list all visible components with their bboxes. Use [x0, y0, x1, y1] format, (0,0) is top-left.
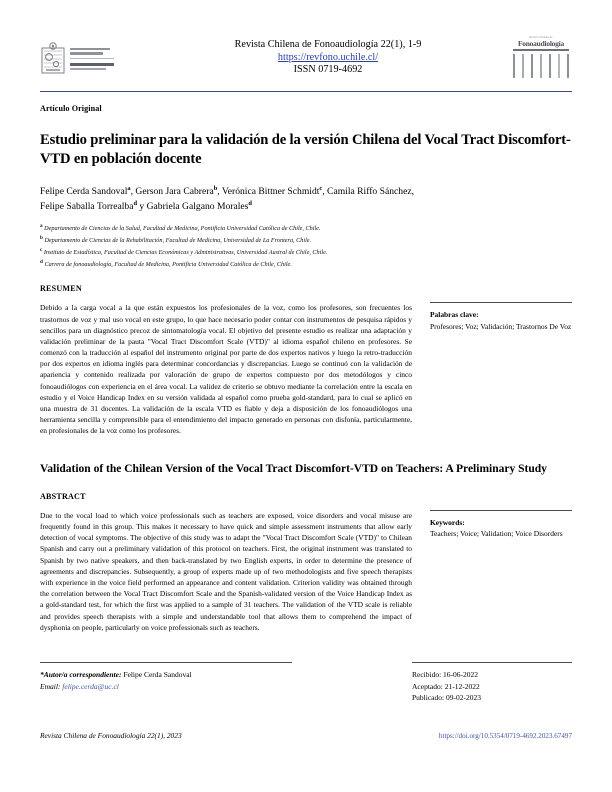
corresponding-author-name: Felipe Cerda Sandoval: [123, 670, 192, 679]
masthead-citation-block: [146, 39, 510, 78]
journal-citation: Revista Chilena de Fonoaudiología 22(1), 1-9: [234, 38, 422, 50]
author-affiliation-marker: d: [248, 199, 252, 207]
affiliation-item: [40, 246, 572, 258]
masthead: [40, 0, 572, 84]
journal-url-link[interactable]: https://revfono.uchile.cl/: [277, 51, 379, 63]
university-crest-icon: [40, 42, 66, 75]
logo-text-line-3: [70, 63, 114, 66]
author-affiliation-marker: a: [127, 184, 131, 192]
author-separator: y: [137, 201, 147, 213]
affiliation-text: Departamento de Ciencias de la Rehabilitación, Facultad de Medicina, Universidad de La Frontera, Chile.: [44, 237, 312, 245]
correspondence-footer: [40, 662, 572, 704]
author-name: Gerson Jara Cabrera: [135, 186, 214, 198]
author-affiliation-marker: b: [213, 184, 218, 192]
affiliation-marker: a: [40, 222, 43, 229]
page-title-english: Validation of the Chilean Version of the Vocal Tract Discomfort-VTD on Teachers: A Preliminary Study: [40, 463, 547, 476]
journal-logo-title: Fonoaudiología: [517, 38, 565, 48]
journal-issn: ISSN 0719-4692: [293, 64, 363, 76]
abstract-text: Due to the vocal load to which voice professionals such as teachers are exposed, voice disorders and vocal misuse are frequently found in this group. This makes it necessary to have quick and simple assessment instruments that allow early detection of vocal symptoms. The objective of this study was to adapt the "Vocal Tract Discomfort Scale (VTD)" to Chilean Spanish and carry out a preliminary validation of this protocol on teachers. First, the original instrument was translated to Spanish by two native speakers, and then back-translated by two English experts, in order to determine the presence of agreements and discrepancies. Subsequently, a group of experts made up of two methodologists and five speech therapists with experience in the voice field performed an appearance and content validation. Criterion validity was obtained through the correlation between the Vocal Tract Discomfort Scale and the Spanish-validated version of the Voice Handicap Index as a gold-standard test, for which the first was applied to a sample of 31 teachers. The validation of the VTD scale is reliable and provides speech therapists with a simple and understandable tool that allows them to comprehend the impact of dysphonia on people, particularly on voice professionals such as teachers.: [40, 510, 412, 632]
author-name: Camila Riffo Sánchez: [327, 186, 412, 198]
date-accepted: Aceptado: 21-12-2022: [412, 681, 480, 691]
corresponding-author-label: *Autor/a correspondiente:: [40, 670, 122, 679]
affiliation-item: [40, 234, 572, 246]
author-affiliation-marker: d: [133, 199, 138, 207]
affiliation-text: Carrera de fonoaudiología, Facultad de Medicina, Pontificia Universidad Católica de Chile, Chile.: [44, 261, 292, 269]
author-name: Felipe Cerda Sandoval: [40, 186, 128, 198]
affiliation-text: Instituto de Estadística, Facultad de Ciencias Económicas y Administrativas, Universidad Austral de Chile, Chile.: [43, 249, 328, 257]
date-received: Recibido: 16-06-2022: [412, 670, 479, 679]
keywords-title: Keywords:: [430, 517, 465, 527]
palabras-clave-title: Palabras clave:: [430, 310, 479, 320]
email-link[interactable]: felipe.cerda@uc.cl: [62, 681, 119, 691]
resumen-heading: RESUMEN: [40, 284, 82, 294]
correspondence-block: [40, 662, 292, 692]
author-name: Verónica Bittner Schmidt: [221, 186, 320, 198]
abstract-section: [40, 492, 572, 633]
page-footer: [40, 731, 572, 740]
dates-block: [412, 662, 572, 704]
journal-logo-top-text: Revista Chilena de: [529, 36, 553, 39]
abstract-heading: ABSTRACT: [40, 491, 86, 501]
author-line-2: [40, 199, 572, 214]
page-title: Estudio preliminar para la validación de la versión Chilena del Vocal Tract Discomfort-VTD en población docente: [40, 132, 571, 167]
logo-divider: [70, 58, 114, 59]
corresponding-author-line: [40, 669, 292, 681]
palabras-clave-box: [430, 302, 572, 332]
affiliation-marker: c: [40, 247, 43, 254]
affiliation-marker: b: [40, 235, 43, 242]
resumen-text: Debido a la carga vocal a la que están expuestos los profesionales de la voz, como los profesores, son frecuentes los trastornos de voz y mal uso vocal en este grupo, lo que hace necesario poder contar con instrumentos de pesquisa rápidos y sencillos para un diagnóstico precoz de sintomatología vocal. El objetivo del presente estudio es realizar una adaptación y validación preliminar de la pauta "Vocal Tract Discomfort Scale (VTD)" al idioma español chileno en profesores. Se comenzó con la traducción al español del instrumento original por parte de dos expertos nativos y luego la retro-traducción por dos expertos en idioma inglés para determinar concordancias y discrepancias. Luego se continuó con la validación de apariencia y contenido realizada por valoración de grupo de expertos compuesto por dos metodólogos y cinco fonoaudiólogos con experiencia en el área vocal. La validez de criterio se obtuvo mediante la correlación entre la escala en estudio y el Voice Handicap Index en su versión validada al español como prueba gold-standard, para lo cual se aplicó en una muestra de 31 docentes. La validación de la escala VTD es fiable y deja a disposición de los fonoaudiólogos una herramienta sencilla y comprensible para el entendimiento del impacto generado en personas con disfonía, particularmente, en profesionales de la voz como los profesores.: [40, 303, 412, 436]
university-logo-text: [70, 46, 114, 70]
author-line-1: [40, 184, 572, 199]
author-list: [40, 184, 572, 214]
logo-text-line-2: [70, 52, 103, 54]
resumen-section: [40, 284, 572, 436]
author-name: Felipe Saballa Torrealba: [40, 201, 134, 213]
logo-text-line-1: [70, 48, 110, 50]
university-logo: [40, 38, 146, 78]
author-affiliation-marker: c: [319, 184, 323, 192]
doi-link[interactable]: https://doi.org/10.5354/0719-4692.2023.67497: [438, 732, 572, 740]
date-published: Publicado: 09-02-2023: [412, 693, 481, 703]
author-name: Gabriela Galgano Morales: [146, 201, 249, 213]
affiliation-list: [40, 222, 572, 270]
logo-text-line-4: [70, 68, 106, 70]
author-separator: ,: [217, 186, 222, 198]
journal-logo: [510, 37, 572, 79]
email-label: Email:: [40, 681, 61, 691]
footer-journal-citation: Revista Chilena de Fonoaudiología 22(1), 2023: [40, 731, 182, 740]
author-separator: ,: [322, 186, 328, 198]
author-separator: ,: [130, 186, 136, 198]
article-type-label: Artículo Original: [40, 104, 102, 113]
affiliation-item: [40, 222, 572, 234]
email-line: [40, 681, 292, 693]
palabras-clave-terms: Profesores; Voz; Validación; Trastornos De Voz: [430, 321, 572, 331]
masthead-divider: [40, 91, 572, 92]
keywords-terms: Teachers; Voice; Validation; Voice Disorders: [430, 529, 563, 539]
journal-logo-rule: [513, 49, 569, 50]
keywords-box: [430, 510, 572, 540]
affiliation-item: [40, 258, 572, 270]
affiliation-marker: d: [40, 259, 43, 266]
author-separator: ,: [411, 186, 414, 198]
journal-logo-bars-icon: [513, 54, 569, 78]
affiliation-text: Departamento de Ciencias de la Salud, Facultad de Medicina, Pontificia Universidad Católica de Chile, Chile.: [44, 225, 321, 232]
